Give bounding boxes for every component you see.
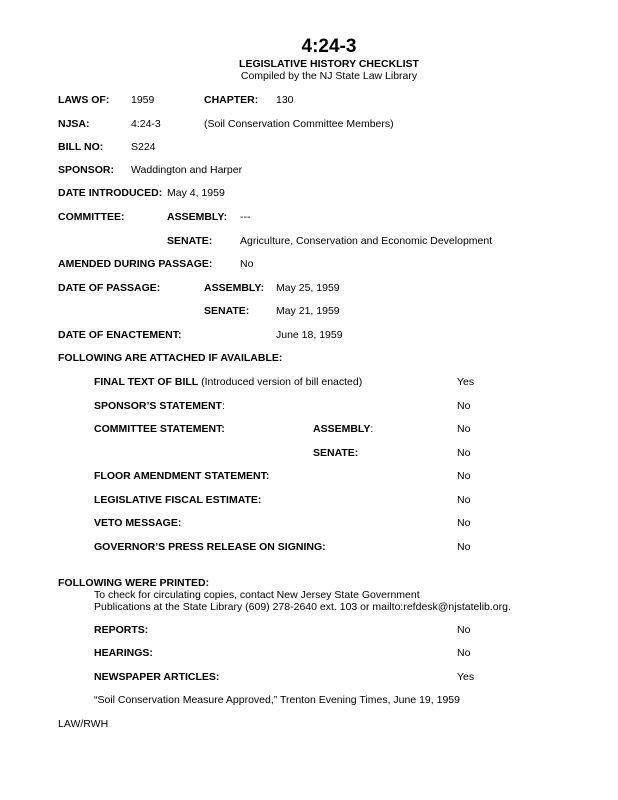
enactement-value: June 18, 1959 [276,329,343,341]
cs-assembly-colon: : [370,423,374,435]
chapter-value: 130 [276,94,294,106]
date-introduced-label: DATE INTRODUCED: [58,187,163,199]
cs-senate-label: SENATE: [313,447,359,459]
sponsor-label: SPONSOR: [58,164,115,176]
njsa-value: 4:24-3 [131,118,161,130]
cs-assembly-value: No [457,423,471,435]
date-introduced-value: May 4, 1959 [167,187,225,199]
newspaper-articles-value: Yes [457,671,475,683]
chapter-label: CHAPTER: [204,94,259,106]
sponsor-value: Waddington and Harper [131,164,243,176]
newspaper-articles-label: NEWSPAPER ARTICLES: [94,671,220,683]
bill-no-value: S224 [131,141,156,153]
floor-amendment-label: FLOOR AMENDMENT STATEMENT: [94,470,270,482]
veto-message-value: No [457,517,471,529]
njsa-label: NJSA: [58,118,90,130]
final-text-note: (Introduced version of bill enacted) [201,376,363,388]
cs-senate-value: No [457,447,471,459]
committee-statement-label: COMMITTEE STATEMENT: [94,423,225,435]
printed-heading: FOLLOWING WERE PRINTED: [58,577,210,589]
reports-label: REPORTS: [94,624,149,636]
laws-of-label: LAWS OF: [58,94,110,106]
press-release-value: No [457,541,471,553]
sponsor-statement-value: No [457,400,471,412]
passage-assembly-value: May 25, 1959 [276,282,340,294]
fiscal-estimate-label: LEGISLATIVE FISCAL ESTIMATE: [94,494,262,506]
sponsor-statement-row [94,400,225,412]
press-release-label: GOVERNOR’S PRESS RELEASE ON SIGNING: [94,541,326,553]
page-title: 4:24-3 [301,36,357,57]
passage-senate-label: SENATE: [204,305,250,317]
compiled-by: Compiled by the NJ State Law Library [240,70,418,82]
checklist-subtitle: LEGISLATIVE HISTORY CHECKLIST [239,58,419,70]
cs-assembly-label: ASSEMBLY [313,423,371,435]
cs-assembly-row [313,423,373,435]
printed-note-line1: To check for circulating copies, contact New Jersey State Government [94,589,420,601]
floor-amendment-value: No [457,470,471,482]
attached-heading: FOLLOWING ARE ATTACHED IF AVAILABLE: [58,352,283,364]
bill-no-label: BILL NO: [58,141,104,153]
passage-assembly-label: ASSEMBLY: [204,282,265,294]
final-text-value: Yes [457,376,475,388]
committee-senate-value: Agriculture, Conservation and Economic Development [240,235,493,247]
committee-assembly-value: --- [240,211,251,223]
reports-value: No [457,624,471,636]
final-text-row [94,376,362,388]
date-of-passage-label: DATE OF PASSAGE: [58,282,161,294]
committee-assembly-label: ASSEMBLY: [167,211,228,223]
amended-label: AMENDED DURING PASSAGE: [58,258,213,270]
footer-initials: LAW/RWH [58,718,109,730]
fiscal-estimate-value: No [457,494,471,506]
newspaper-article-citation: “Soil Conservation Measure Approved,” Trenton Evening Times, June 19, 1959 [94,694,460,706]
laws-of-value: 1959 [131,94,155,106]
hearings-label: HEARINGS: [94,647,153,659]
njsa-description: (Soil Conservation Committee Members) [204,118,394,130]
committee-label: COMMITTEE: [58,211,125,223]
amended-value: No [240,258,254,270]
sponsor-statement-colon: : [221,400,225,412]
final-text-label: FINAL TEXT OF BILL [94,376,199,388]
passage-senate-value: May 21, 1959 [276,305,340,317]
committee-senate-label: SENATE: [167,235,213,247]
enactement-label: DATE OF ENACTEMENT: [58,329,182,341]
hearings-value: No [457,647,471,659]
sponsor-statement-label: SPONSOR’S STATEMENT [94,400,222,412]
veto-message-label: VETO MESSAGE: [94,517,182,529]
printed-note-line2: Publications at the State Library (609) 278-2640 ext. 103 or mailto:refdesk@njstatelib.org. [94,601,511,613]
